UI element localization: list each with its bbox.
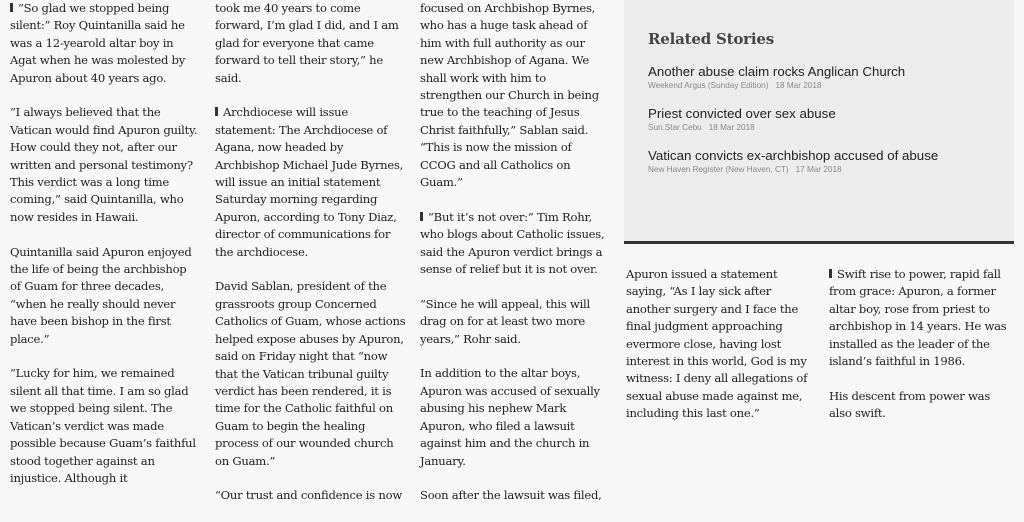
section-marker-icon bbox=[10, 3, 13, 12]
article-paragraph bbox=[10, 365, 200, 487]
article-column-4 bbox=[626, 266, 814, 440]
paragraph-text: “So glad we stopped being silent:” Roy Quintanilla said he was a 12-yearold altar boy in Agat when he was molested by Apuron about 40 years ago. bbox=[10, 1, 186, 85]
paragraph-text: took me 40 years to come forward, I’m glad I did, and I am glad for everyone that came forward to tell their story,” he said. bbox=[215, 1, 399, 85]
related-story-item[interactable] bbox=[648, 105, 1014, 134]
paragraph-text: “I always believed that the Vatican would find Apuron guilty. How could they not, after our written and personal testimony? This verdict was a long time coming,” said Quintanilla, who now resides in Hawaii. bbox=[10, 105, 198, 224]
article-paragraph bbox=[215, 104, 407, 261]
article-paragraph bbox=[420, 487, 610, 504]
related-story-source: Sun.Star Cebu bbox=[648, 123, 702, 132]
article-paragraph bbox=[215, 278, 407, 469]
paragraph-text: “Lucky for him, we remained silent all that time. I am so glad we stopped being silent. The Vatican’s verdict was made possible because Guam’s faithful stood together against an injustice. Although it bbox=[10, 366, 196, 485]
related-story-item[interactable] bbox=[648, 63, 1014, 92]
related-story-meta bbox=[648, 80, 1014, 92]
related-stories-list bbox=[648, 63, 1014, 176]
article-paragraph bbox=[829, 266, 1014, 370]
related-story-meta bbox=[648, 122, 1014, 134]
article-paragraph bbox=[420, 209, 610, 279]
related-story-date: 17 Mar 2018 bbox=[795, 165, 842, 174]
article-paragraph bbox=[420, 296, 610, 348]
related-stories-heading: Related Stories bbox=[648, 30, 774, 48]
related-story-title-link[interactable]: Priest convicted over sex abuse bbox=[648, 106, 836, 121]
related-story-date: 18 Mar 2018 bbox=[708, 123, 755, 132]
paragraph-text: His descent from power was also swift. bbox=[829, 388, 991, 421]
related-story-source: Weekend Argus (Sunday Edition) bbox=[648, 81, 769, 90]
article-paragraph bbox=[215, 0, 407, 87]
related-story-meta bbox=[648, 164, 1014, 176]
related-story-date: 18 Mar 2018 bbox=[775, 81, 822, 90]
paragraph-text: Quintanilla said Apuron enjoyed the life of being the archbishop of Guam for three decades, “when he really should never have been bishop in the first place.” bbox=[10, 244, 192, 346]
related-stories-panel bbox=[624, 0, 1014, 244]
section-marker-icon bbox=[215, 107, 218, 116]
paragraph-text: Soon after the lawsuit was filed, bbox=[420, 488, 602, 503]
paragraph-text: Archdiocese will issue statement: The Archdiocese of Agana, now headed by Archbishop Michael Jude Byrnes, will issue an initial statement Saturday morning regarding Apuron, according to Tony Diaz, director of communications for the archdiocese. bbox=[215, 105, 404, 259]
paragraph-text: “Our trust and confidence is now bbox=[215, 488, 403, 503]
related-story-title-link[interactable]: Vatican convicts ex-archbishop accused of abuse bbox=[648, 148, 939, 163]
article-paragraph bbox=[829, 388, 1014, 423]
paragraph-text: Apuron issued a statement saying, “As I lay sick after another surgery and I face the final judgment approaching evermore close, having lost interest in this world, God is my witness: I deny all allegations of sexual abuse made against me, including this last one.” bbox=[626, 267, 808, 421]
article-paragraph bbox=[10, 0, 200, 87]
article-paragraph bbox=[215, 487, 407, 504]
article-paragraph bbox=[626, 266, 814, 423]
paragraph-text: “Since he will appeal, this will drag on for at least two more years,” Rohr said. bbox=[420, 296, 590, 346]
section-marker-icon bbox=[829, 269, 832, 278]
paragraph-text: Swift rise to power, rapid fall from grace: Apuron, a former altar boy, rose from priest to archbishop in 14 years. He was installed as the leader of the island’s faithful in 1986. bbox=[829, 267, 1007, 369]
paragraph-text: focused on Archbishop Byrnes, who has a huge task ahead of him with full authority as our new Archbishop of Agana. We shall work with him to strengthen our Church in being true to the teaching of Jesus Christ faithfully,” Sablan said. “This is now the mission of CCOG and all Catholics on Guam.” bbox=[420, 1, 599, 190]
article-paragraph bbox=[10, 104, 200, 226]
section-marker-icon bbox=[420, 212, 423, 221]
article-column-5 bbox=[829, 266, 1014, 440]
article-column-2 bbox=[215, 0, 407, 522]
article-column-3 bbox=[420, 0, 610, 522]
related-story-source: New Haven Register (New Haven, CT) bbox=[648, 165, 789, 174]
paragraph-text: In addition to the altar boys, Apuron was accused of sexually abusing his nephew Mark Apuron, who filed a lawsuit against him and the church in January. bbox=[420, 366, 600, 468]
paragraph-text: “But it’s not over:” Tim Rohr, who blogs about Catholic issues, said the Apuron verdict brings a sense of relief but it is not over. bbox=[420, 209, 605, 277]
related-story-title-link[interactable]: Another abuse claim rocks Anglican Church bbox=[648, 64, 906, 79]
article-paragraph bbox=[420, 0, 610, 191]
article-paragraph bbox=[10, 244, 200, 348]
article-paragraph bbox=[420, 365, 610, 469]
article-column-1 bbox=[10, 0, 200, 505]
paragraph-text: David Sablan, president of the grassroots group Concerned Catholics of Guam, whose actions helped expose abuses by Apuron, said on Friday night that “now that the Vatican tribunal guilty verdict has been rendered, it is time for the Catholic faithful on Guam to begin the healing process of our wounded church on Guam.” bbox=[215, 279, 406, 468]
related-story-item[interactable] bbox=[648, 147, 1014, 176]
